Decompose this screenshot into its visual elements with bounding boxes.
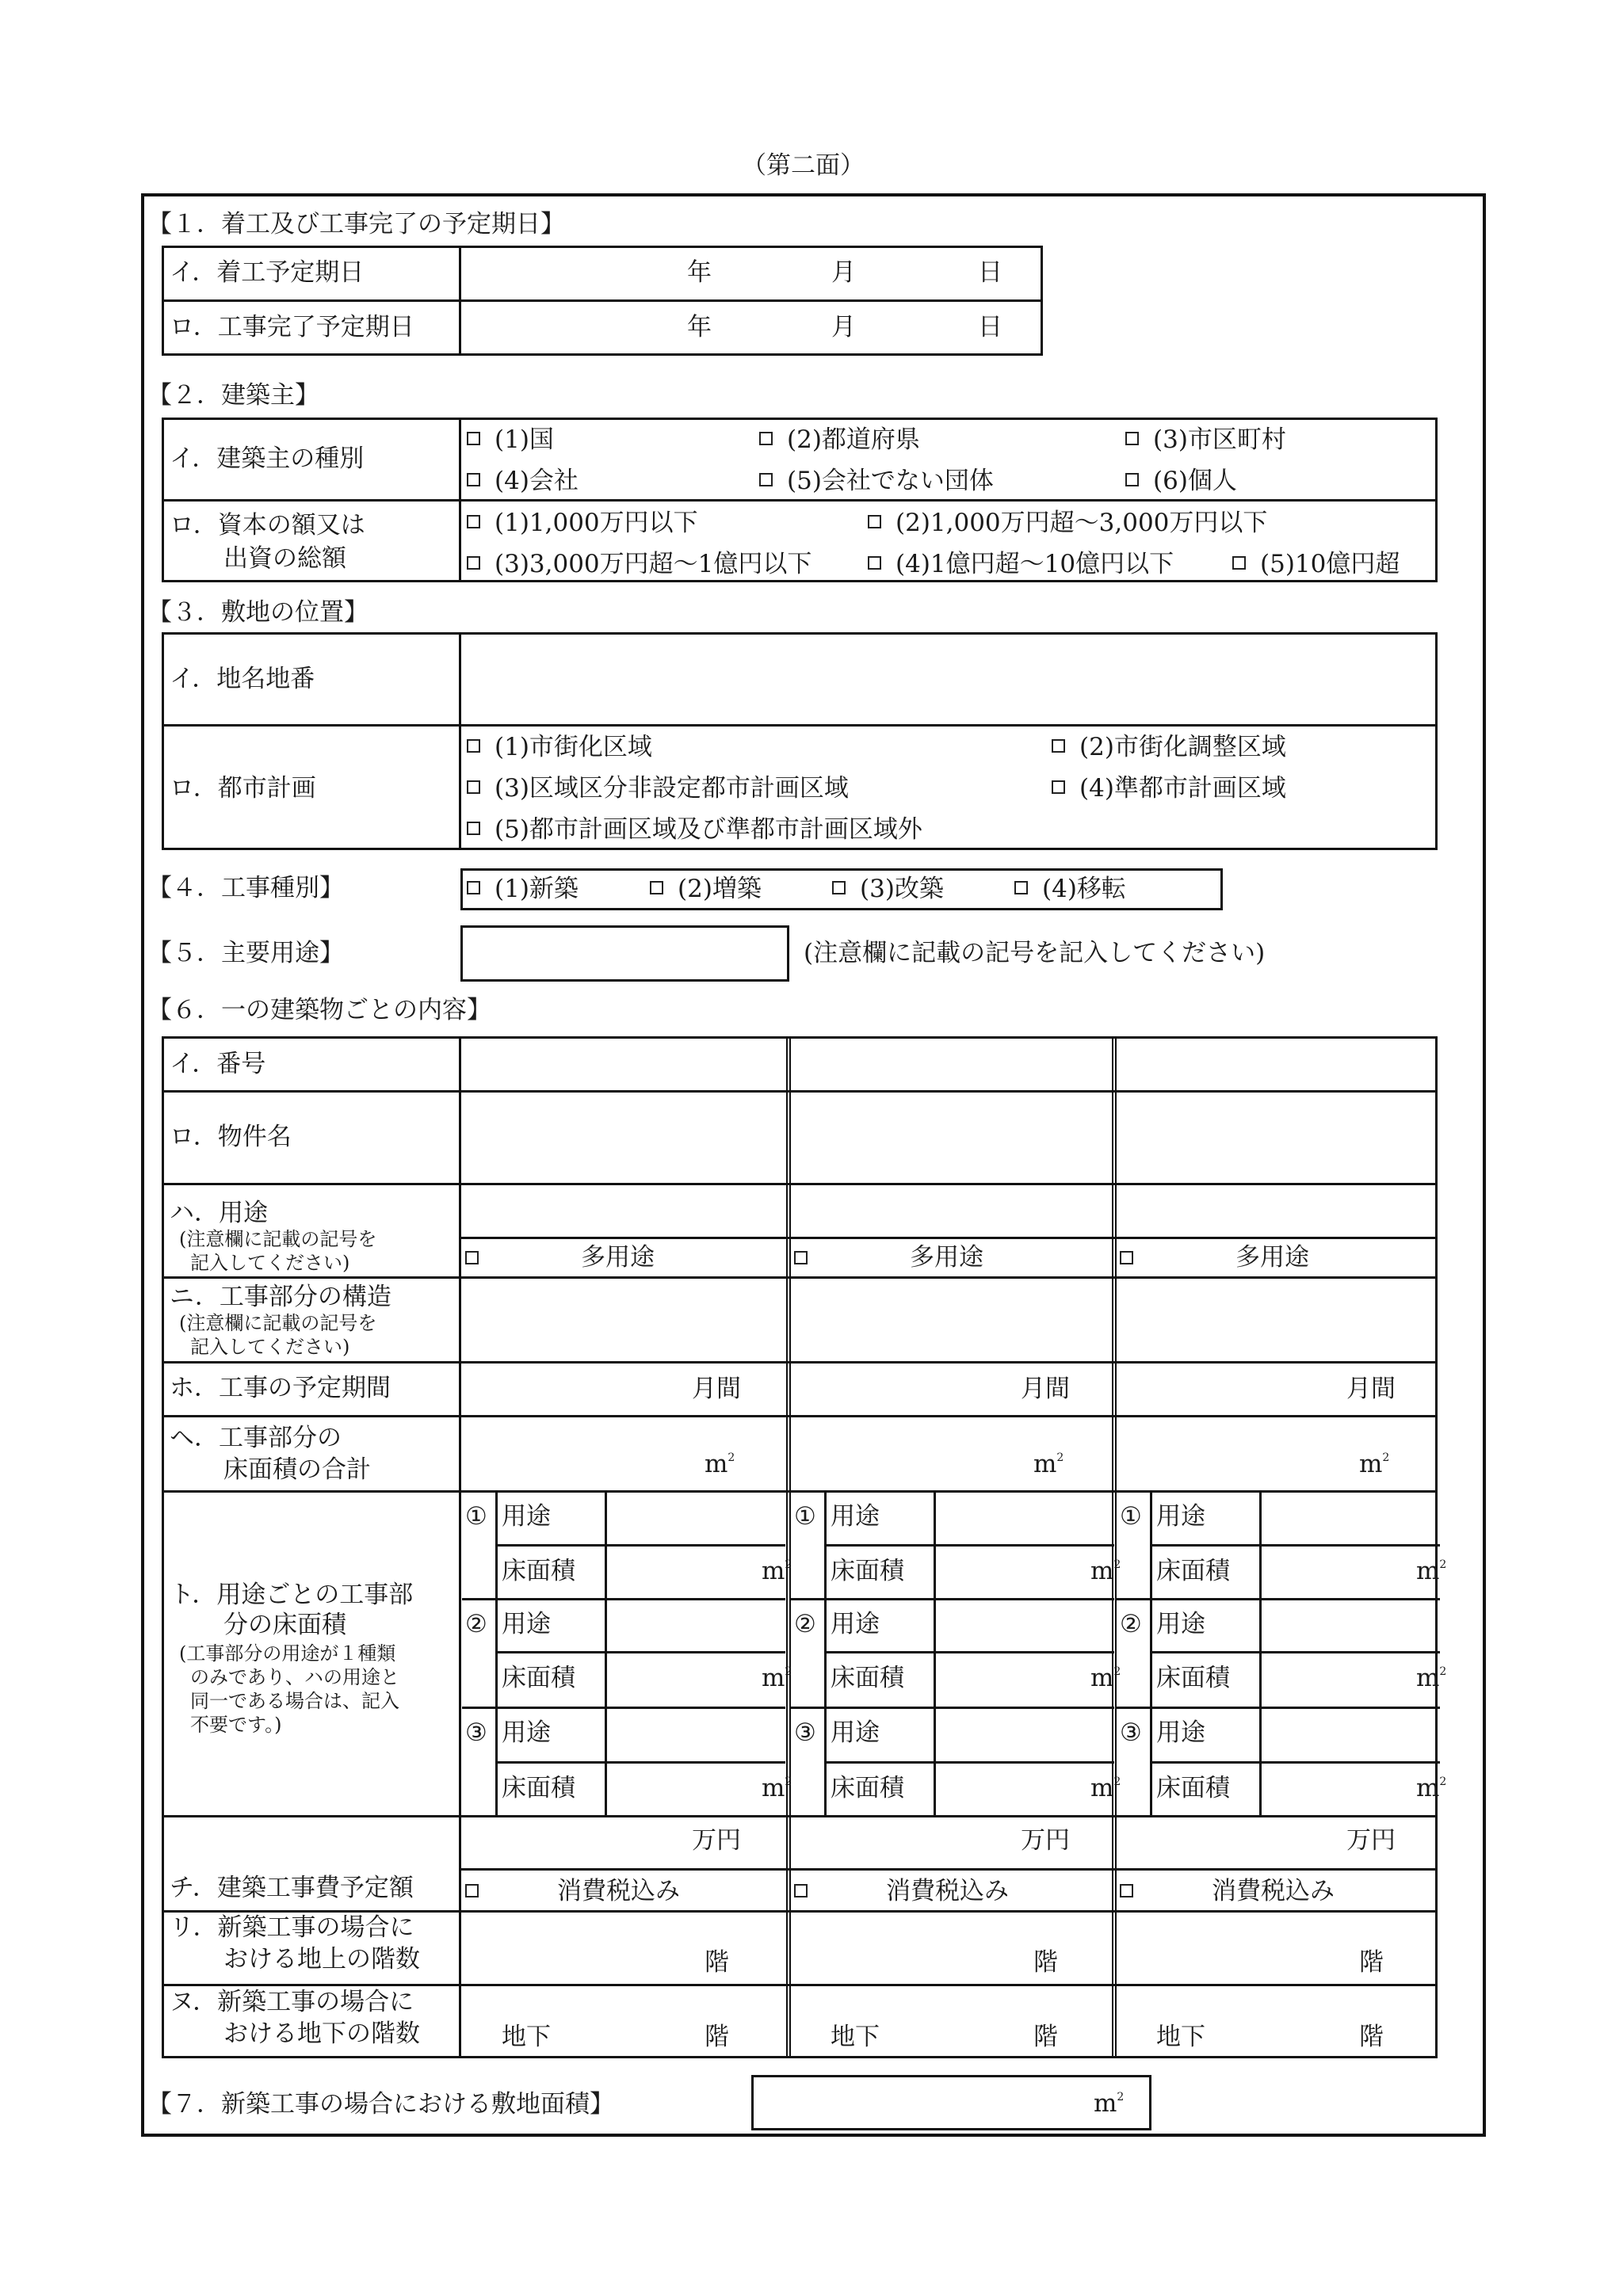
area-by-use-note-2: のみであり、ハの用途と xyxy=(190,1666,399,1688)
section-4-heading: 【４．工事種別】 xyxy=(147,874,344,902)
floor-area-sub-label: 床面積 xyxy=(502,1557,575,1585)
sub-use-field[interactable] xyxy=(608,1600,785,1650)
year-unit: 年 xyxy=(687,313,712,341)
use-sub-label: 用途 xyxy=(502,1502,551,1531)
city-plan-option[interactable]: (4)準都市計画区域 xyxy=(1052,776,1286,801)
unit-m: m xyxy=(1090,1774,1114,1802)
sub-area-field[interactable] xyxy=(1262,1764,1440,1814)
item-number: ③ xyxy=(465,1718,487,1747)
item-number: ③ xyxy=(794,1718,816,1747)
floors-above-field[interactable] xyxy=(1117,1913,1440,1983)
divider xyxy=(459,1036,461,2058)
sub-area-field[interactable] xyxy=(937,1653,1114,1706)
floors-unit: 階 xyxy=(1359,2023,1384,2051)
unit-m: m xyxy=(762,1557,785,1585)
city-plan-option[interactable]: (5)都市計画区域及び準都市計画区域外 xyxy=(467,818,922,842)
unit-sup: 2 xyxy=(785,1775,792,1788)
checkbox[interactable] xyxy=(1052,739,1065,753)
use-sub-label: 用途 xyxy=(831,1502,880,1531)
checkbox[interactable] xyxy=(467,515,480,528)
sub-area-unit xyxy=(762,1776,792,1801)
divider xyxy=(162,499,1438,502)
floors-above-label: リ．新築工事の場合に xyxy=(170,1913,414,1942)
completion-date-label: ロ．工事完了予定期日 xyxy=(170,313,414,341)
section-5-heading: 【５．主要用途】 xyxy=(147,939,344,967)
cost-label: チ．建築工事費予定額 xyxy=(170,1874,414,1902)
start-date-label: イ．着工予定期日 xyxy=(170,258,365,287)
floor-area-sub-label: 床面積 xyxy=(1156,1557,1230,1585)
sub-area-unit xyxy=(1090,1559,1121,1584)
divider xyxy=(459,1868,1438,1871)
property-name-field[interactable] xyxy=(1117,1093,1440,1182)
capital-option[interactable]: (1)1,000万円以下 xyxy=(467,511,698,536)
divider xyxy=(459,1237,1438,1239)
owner-type-label: イ．建築主の種別 xyxy=(170,444,365,473)
item-number: ② xyxy=(465,1610,487,1638)
checkbox[interactable] xyxy=(1052,780,1065,794)
checkbox[interactable] xyxy=(868,556,881,570)
checkbox[interactable] xyxy=(759,432,773,445)
area-by-use-label: ト．用途ごとの工事部 xyxy=(170,1581,414,1609)
unit-m: m xyxy=(1359,1450,1383,1478)
yen-unit: 万円 xyxy=(1346,1826,1396,1855)
use-sub-label: 用途 xyxy=(1156,1718,1205,1747)
unit-sup: 2 xyxy=(1113,1558,1121,1571)
year-unit: 年 xyxy=(687,258,712,287)
total-area-label: ヘ．工事部分の xyxy=(170,1424,342,1452)
sub-use-field[interactable] xyxy=(1262,1493,1440,1543)
page-label: （第二面） xyxy=(742,151,865,180)
capital-option[interactable]: (4)1億円超～10億円以下 xyxy=(868,552,1174,577)
use-label: ハ．用途 xyxy=(170,1199,268,1227)
checkbox[interactable] xyxy=(467,473,480,486)
property-name-field[interactable] xyxy=(791,1093,1114,1182)
owner-type-option[interactable]: (5)会社でない団体 xyxy=(759,469,994,494)
owner-type-option[interactable]: (3)市区町村 xyxy=(1125,428,1286,452)
checkbox[interactable] xyxy=(868,515,881,528)
floors-unit: 階 xyxy=(1033,2023,1058,2051)
area-by-use-label-line2: 分の床面積 xyxy=(223,1611,346,1639)
divider xyxy=(459,632,461,850)
total-area-unit xyxy=(1359,1452,1389,1477)
capital-option[interactable]: (3)3,000万円超～1億円以下 xyxy=(467,552,812,577)
sub-area-field[interactable] xyxy=(608,1653,785,1706)
total-area-field[interactable] xyxy=(1117,1417,1440,1489)
unit-sup: 2 xyxy=(785,1558,792,1571)
checkbox[interactable] xyxy=(832,881,846,894)
checkbox[interactable] xyxy=(467,780,480,794)
sub-area-unit xyxy=(762,1666,792,1691)
owner-type-option[interactable]: (2)都道府県 xyxy=(759,428,920,452)
sub-area-field[interactable] xyxy=(1262,1653,1440,1706)
sub-area-field[interactable] xyxy=(608,1764,785,1814)
work-type-option[interactable]: (3)改築 xyxy=(832,877,944,902)
unit-m: m xyxy=(1416,1774,1440,1802)
city-plan-option[interactable]: (3)区域区分非設定都市計画区域 xyxy=(467,776,849,801)
number-field[interactable] xyxy=(1117,1039,1440,1089)
unit-sup: 2 xyxy=(785,1665,792,1678)
checkbox[interactable] xyxy=(650,881,663,894)
unit-m: m xyxy=(762,1664,785,1692)
structure-note: (注意欄に記載の記号を xyxy=(179,1312,377,1334)
unit-m: m xyxy=(1416,1664,1440,1692)
months-unit: 月間 xyxy=(692,1375,741,1403)
yen-unit: 万円 xyxy=(1021,1826,1070,1855)
unit-sup: 2 xyxy=(1439,1665,1447,1678)
section-3-heading: 【３．敷地の位置】 xyxy=(147,598,369,627)
sub-use-field[interactable] xyxy=(1262,1600,1440,1650)
use-sub-label: 用途 xyxy=(831,1718,880,1747)
unit-sup: 2 xyxy=(1113,1775,1121,1788)
checkbox[interactable] xyxy=(1014,881,1028,894)
total-area-field[interactable] xyxy=(791,1417,1114,1489)
unit-m: m xyxy=(1090,1557,1114,1585)
underground-label: 地下 xyxy=(1156,2023,1205,2051)
unit-m: m xyxy=(1416,1557,1440,1585)
sub-area-field[interactable] xyxy=(937,1764,1114,1814)
unit-sup: 2 xyxy=(1439,1558,1447,1571)
checkbox[interactable] xyxy=(467,556,480,570)
sub-use-field[interactable] xyxy=(1262,1709,1440,1760)
checkbox[interactable] xyxy=(467,432,480,445)
floor-area-sub-label: 床面積 xyxy=(831,1557,904,1585)
use-sub-label: 用途 xyxy=(1156,1610,1205,1638)
sub-area-field[interactable] xyxy=(608,1547,785,1597)
completion-date-field[interactable] xyxy=(463,303,1041,353)
divider xyxy=(162,1490,1438,1493)
multi-use-label: 多用途 xyxy=(581,1243,655,1272)
main-use-note: (注意欄に記載の記号を記入してください) xyxy=(804,939,1266,967)
item-number: ① xyxy=(794,1502,816,1531)
floor-area-sub-label: 床面積 xyxy=(831,1774,904,1802)
address-label: イ．地名地番 xyxy=(170,665,315,693)
city-plan-option[interactable]: (2)市街化調整区域 xyxy=(1052,735,1286,760)
owner-type-option[interactable]: (6)個人 xyxy=(1125,469,1237,494)
multi-use-label: 多用途 xyxy=(1235,1243,1309,1272)
capital-label-line2: 出資の総額 xyxy=(223,544,346,573)
tax-included-label: 消費税込み xyxy=(557,1877,680,1905)
underground-label: 地下 xyxy=(831,2023,880,2051)
area-by-use-note-3: 同一である場合は、記入 xyxy=(190,1690,399,1712)
unit-m: m xyxy=(705,1450,728,1478)
sub-area-field[interactable] xyxy=(1262,1547,1440,1597)
checkbox[interactable] xyxy=(467,881,480,894)
multi-use-checkbox[interactable] xyxy=(1120,1251,1133,1264)
address-field[interactable] xyxy=(463,635,1434,723)
divider xyxy=(162,724,1438,727)
multi-use-checkbox[interactable] xyxy=(465,1251,479,1264)
use-field[interactable] xyxy=(462,1185,785,1236)
item-number: ① xyxy=(1120,1502,1142,1531)
floors-unit: 階 xyxy=(705,1948,729,1977)
structure-field[interactable] xyxy=(462,1279,785,1360)
checkbox[interactable] xyxy=(467,739,480,753)
item-number: ② xyxy=(1120,1610,1142,1638)
floors-unit: 階 xyxy=(1359,1948,1384,1977)
structure-field[interactable] xyxy=(1117,1279,1440,1360)
sub-area-unit xyxy=(1090,1666,1121,1691)
floor-area-sub-label: 床面積 xyxy=(1156,1774,1230,1802)
total-area-unit xyxy=(1033,1452,1064,1477)
site-area-unit: $m^2$ xyxy=(1094,2089,1125,2118)
floors-above-label-line2: おける地上の階数 xyxy=(223,1945,420,1974)
divider xyxy=(162,299,1043,302)
sub-use-field[interactable] xyxy=(608,1493,785,1543)
day-unit: 日 xyxy=(978,313,1002,341)
total-area-label-line2: 床面積の合計 xyxy=(223,1455,371,1484)
work-type-option[interactable]: (1)新築 xyxy=(467,877,579,902)
item-number: ② xyxy=(794,1610,816,1638)
city-plan-option[interactable]: (1)市街化区域 xyxy=(467,735,652,760)
unit-m: m xyxy=(762,1774,785,1802)
section-1-heading: 【１．着工及び工事完了の予定期日】 xyxy=(147,210,565,238)
sub-area-field[interactable] xyxy=(937,1547,1114,1597)
capital-option[interactable]: (5)10億円超 xyxy=(1232,552,1400,577)
start-date-field[interactable] xyxy=(463,248,1041,299)
total-area-unit xyxy=(705,1452,735,1477)
sub-use-field[interactable] xyxy=(608,1709,785,1760)
checkbox[interactable] xyxy=(467,822,480,835)
checkbox[interactable] xyxy=(1125,473,1139,486)
structure-field[interactable] xyxy=(791,1279,1114,1360)
tax-included-checkbox[interactable] xyxy=(1120,1884,1133,1897)
city-plan-label: ロ．都市計画 xyxy=(170,774,316,803)
unit-m: m xyxy=(1033,1450,1057,1478)
unit-sup: 2 xyxy=(1056,1451,1064,1464)
sub-area-unit xyxy=(1416,1559,1446,1584)
sub-area-unit xyxy=(1416,1776,1446,1801)
underground-label: 地下 xyxy=(502,2023,551,2051)
work-type-option[interactable]: (2)増築 xyxy=(650,877,762,902)
tax-included-checkbox[interactable] xyxy=(465,1884,479,1897)
floor-area-sub-label: 床面積 xyxy=(502,1774,575,1802)
floors-above-field[interactable] xyxy=(791,1913,1114,1983)
sub-use-field[interactable] xyxy=(937,1600,1114,1650)
sub-area-unit xyxy=(1090,1776,1121,1801)
floor-area-sub-label: 床面積 xyxy=(1156,1664,1230,1692)
sub-use-field[interactable] xyxy=(937,1493,1114,1543)
use-sub-label: 用途 xyxy=(831,1610,880,1638)
tax-included-label: 消費税込み xyxy=(1212,1877,1335,1905)
checkbox[interactable] xyxy=(1125,432,1139,445)
work-type-option[interactable]: (4)移転 xyxy=(1014,877,1126,902)
use-sub-label: 用途 xyxy=(1156,1502,1205,1531)
property-name-label: ロ．物件名 xyxy=(170,1123,292,1151)
month-unit: 月 xyxy=(831,258,856,287)
use-sub-label: 用途 xyxy=(502,1610,551,1638)
use-field[interactable] xyxy=(1117,1185,1440,1236)
section-2-heading: 【２．建築主】 xyxy=(147,381,319,410)
floors-below-label-line2: おける地下の階数 xyxy=(223,2019,420,2048)
area-by-use-note: (工事部分の用途が１種類 xyxy=(179,1642,396,1665)
use-note: (注意欄に記載の記号を xyxy=(179,1228,377,1250)
sub-area-unit xyxy=(1416,1666,1446,1691)
checkbox[interactable] xyxy=(759,473,773,486)
unit-sup: 2 xyxy=(727,1451,735,1464)
period-label: ホ．工事の予定期間 xyxy=(170,1374,391,1402)
structure-label: ニ．工事部分の構造 xyxy=(170,1283,391,1311)
checkbox[interactable] xyxy=(1232,556,1246,570)
capital-label: ロ．資本の額又は xyxy=(170,511,365,540)
floor-area-sub-label: 床面積 xyxy=(502,1664,575,1692)
section-7-heading: 【７．新築工事の場合における敷地面積】 xyxy=(147,2090,614,2119)
site-area-field[interactable] xyxy=(751,2075,1151,2130)
sub-area-unit xyxy=(762,1559,792,1584)
floors-unit: 階 xyxy=(705,2023,729,2051)
main-use-field[interactable] xyxy=(460,925,789,982)
capital-option[interactable]: (2)1,000万円超～3,000万円以下 xyxy=(868,511,1267,536)
multi-use-checkbox[interactable] xyxy=(794,1251,808,1264)
unit-sup: 2 xyxy=(1382,1451,1390,1464)
unit-m: m xyxy=(1090,1664,1114,1692)
area-by-use-note-4: 不要です。) xyxy=(190,1714,282,1736)
unit-sup: 2 xyxy=(1439,1775,1447,1788)
owner-type-option[interactable]: (1)国 xyxy=(467,428,554,452)
yen-unit: 万円 xyxy=(692,1826,741,1855)
use-field[interactable] xyxy=(791,1185,1114,1236)
number-field[interactable] xyxy=(462,1039,785,1089)
floors-above-field[interactable] xyxy=(462,1913,785,1983)
owner-type-option[interactable]: (4)会社 xyxy=(467,469,579,494)
property-name-field[interactable] xyxy=(462,1093,785,1182)
section-6-heading: 【６．一の建築物ごとの内容】 xyxy=(147,996,491,1024)
number-field[interactable] xyxy=(791,1039,1114,1089)
tax-included-checkbox[interactable] xyxy=(794,1884,808,1897)
floor-area-sub-label: 床面積 xyxy=(831,1664,904,1692)
floors-below-label: ヌ．新築工事の場合に xyxy=(170,1988,414,2016)
use-sub-label: 用途 xyxy=(502,1718,551,1747)
item-number: ③ xyxy=(1120,1718,1142,1747)
tax-included-label: 消費税込み xyxy=(886,1877,1009,1905)
multi-use-label: 多用途 xyxy=(910,1243,983,1272)
month-unit: 月 xyxy=(831,313,856,341)
day-unit: 日 xyxy=(978,258,1002,287)
structure-note-line2: 記入してください) xyxy=(190,1336,350,1358)
floors-unit: 階 xyxy=(1033,1948,1058,1977)
months-unit: 月間 xyxy=(1346,1375,1396,1403)
divider xyxy=(162,1361,1438,1363)
number-label: イ．番号 xyxy=(170,1050,266,1078)
item-number: ① xyxy=(465,1502,487,1531)
unit-sup: 2 xyxy=(1113,1665,1121,1678)
sub-use-field[interactable] xyxy=(937,1709,1114,1760)
use-note-line2: 記入してください) xyxy=(190,1252,350,1274)
months-unit: 月間 xyxy=(1021,1375,1070,1403)
total-area-field[interactable] xyxy=(462,1417,785,1489)
